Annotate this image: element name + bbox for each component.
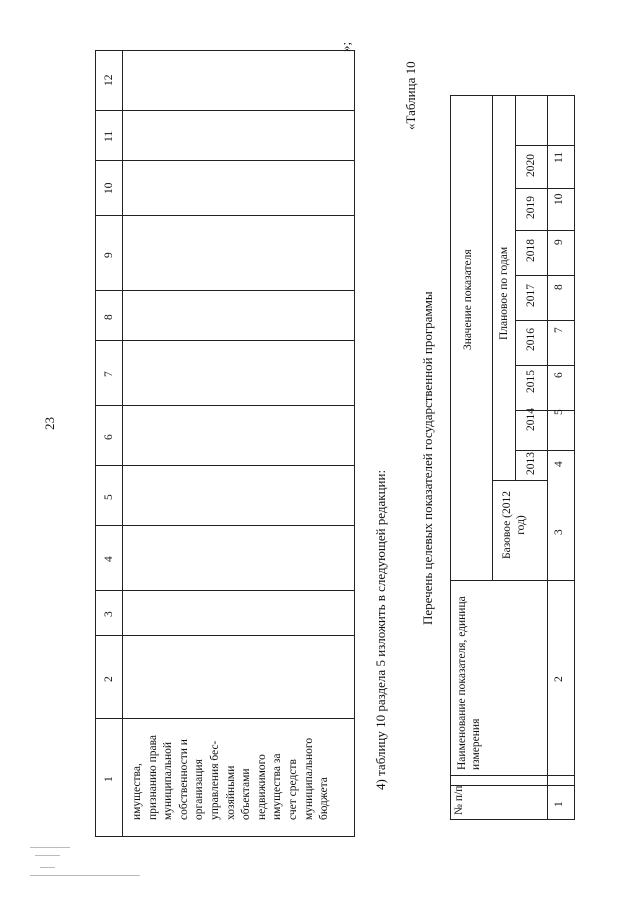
col-header-10: 10	[103, 182, 115, 194]
index-4: 4	[553, 461, 565, 467]
cont-line: муниципальной	[162, 741, 175, 820]
scan-margin-noise	[30, 845, 150, 885]
table-label: «Таблица 10	[403, 61, 418, 130]
targets-table	[450, 95, 575, 820]
closing-quote-mark: »;	[338, 41, 353, 52]
cont-line: организация	[193, 759, 206, 820]
index-1: 1	[553, 801, 565, 807]
cont-line: объектами	[240, 768, 253, 820]
cont-line: имущества за	[271, 753, 284, 820]
instruction-text: 4) таблицу 10 раздела 5 изложить в следующей редакции:	[373, 469, 388, 790]
top-table	[95, 50, 355, 837]
col-header-6: 6	[103, 434, 115, 440]
index-3: 3	[553, 529, 565, 535]
cont-line: счет средств	[287, 759, 299, 820]
col-header-4: 4	[103, 556, 115, 562]
index-2: 2	[553, 676, 565, 682]
year-2017: 2017	[525, 284, 537, 307]
year-2018: 2018	[525, 239, 537, 262]
index-11: 11	[553, 151, 565, 163]
col-header-9: 9	[103, 252, 115, 258]
page-number: 23	[42, 417, 57, 430]
year-2019: 2019	[525, 196, 537, 219]
year-2016: 2016	[525, 328, 537, 351]
col-value-header: Значение показателя	[462, 249, 474, 350]
col-base-header: Базовое (2012 год)	[501, 491, 527, 559]
cont-line: собственности и	[177, 739, 190, 820]
col-plan-header: Плановое по годам	[498, 246, 510, 340]
col-header-7: 7	[103, 371, 115, 377]
cont-line: управления бес-	[209, 740, 221, 820]
index-7: 7	[553, 327, 565, 333]
col-num-header: № п/п	[453, 785, 465, 815]
index-5: 5	[553, 409, 565, 415]
year-2013: 2013	[525, 452, 537, 475]
index-8: 8	[553, 284, 565, 290]
col-header-1: 1	[103, 776, 115, 782]
col-name-header: Наименование показателя, единица измерения	[456, 596, 482, 770]
cont-line: недвижимого	[255, 754, 268, 820]
table-title: Перечень целевых показателей государственной программы	[420, 291, 435, 625]
col-header-3: 3	[103, 611, 115, 617]
year-2015: 2015	[525, 370, 537, 393]
cont-line: имущества,	[131, 763, 143, 820]
col-header-5: 5	[103, 494, 115, 500]
cont-line: признанию права	[146, 734, 159, 820]
col-header-2: 2	[103, 676, 115, 682]
index-9: 9	[553, 239, 565, 245]
year-2014: 2014	[525, 408, 537, 431]
index-10: 10	[553, 193, 565, 205]
year-2020: 2020	[525, 154, 537, 177]
index-6: 6	[553, 372, 565, 378]
cont-line: хозяйными	[224, 765, 237, 820]
col-header-8: 8	[103, 314, 115, 320]
cont-line: муниципального	[302, 737, 315, 820]
col-header-12: 12	[103, 74, 115, 86]
cont-line: бюджета	[318, 777, 331, 820]
col-header-11: 11	[103, 130, 115, 142]
